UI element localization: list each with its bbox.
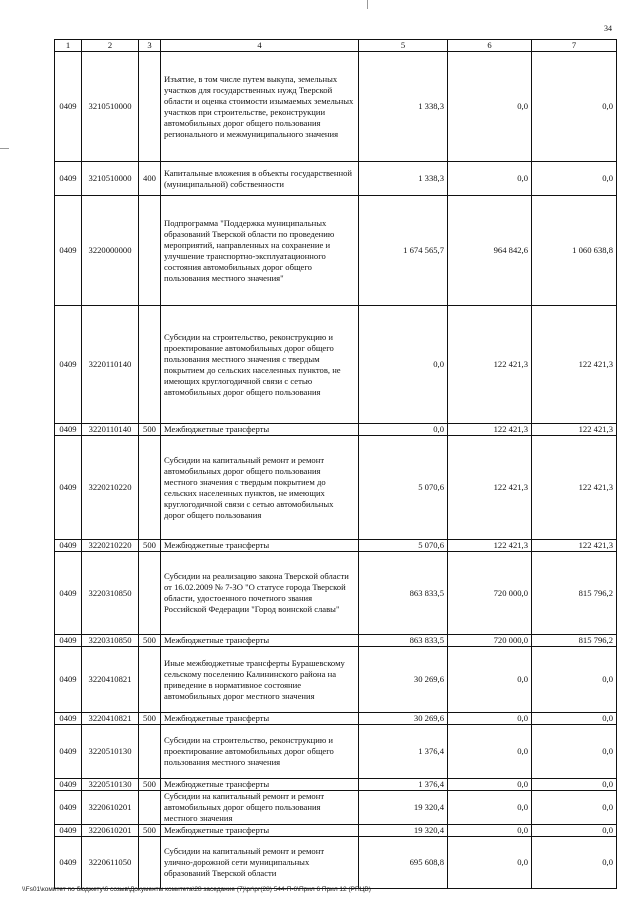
expense-type-code: 500 — [139, 825, 161, 837]
section-code: 0409 — [55, 306, 82, 424]
amount-col6: 122 421,3 — [448, 436, 532, 540]
expense-type-code: 400 — [139, 162, 161, 196]
expense-type-code: 500 — [139, 713, 161, 725]
table-row — [55, 306, 617, 424]
item-name: Субсидии на капитальный ремонт и ремонт автомобильных дорог общего пользования местного значения с твердым покрытием до сельских населенных пунктов, не имеющих круглогодичной связи с сетью автомобильных дорог общего пользования — [161, 436, 359, 540]
expense-type-code — [139, 647, 161, 713]
amount-col7: 0,0 — [532, 837, 617, 889]
target-article-code: 3220210220 — [82, 540, 139, 552]
item-name: Субсидии на капитальный ремонт и ремонт автомобильных дорог общего пользования местного значения — [161, 791, 359, 825]
table-row — [55, 635, 617, 647]
expense-type-code: 500 — [139, 779, 161, 791]
item-name: Изъятие, в том числе путем выкупа, земельных участков для государственных нужд Тверской области и оценка стоимости изымаемых земельных участков при строительстве, реконструкции автомобильных дорог общего пользования регионального и межмуниципального значения — [161, 52, 359, 162]
amount-col6: 720 000,0 — [448, 635, 532, 647]
amount-col6: 122 421,3 — [448, 540, 532, 552]
target-article-code: 3220610201 — [82, 791, 139, 825]
amount-col7: 0,0 — [532, 725, 617, 779]
section-code: 0409 — [55, 635, 82, 647]
section-code: 0409 — [55, 424, 82, 436]
table-row — [55, 196, 617, 306]
amount-col5: 863 833,5 — [359, 635, 448, 647]
amount-col7: 0,0 — [532, 825, 617, 837]
amount-col6: 0,0 — [448, 52, 532, 162]
target-article-code: 3220611050 — [82, 837, 139, 889]
amount-col6: 0,0 — [448, 647, 532, 713]
amount-col5: 1 674 565,7 — [359, 196, 448, 306]
amount-col5: 19 320,4 — [359, 791, 448, 825]
item-name: Субсидии на строительство, реконструкцию и проектирование автомобильных дорог общего пользования местного значения с твердым покрытием до сельских населенных пунктов, не имеющих круглогодичной связи с сетью автомобильных дорог общего пользования — [161, 306, 359, 424]
table-row — [55, 713, 617, 725]
amount-col7: 0,0 — [532, 162, 617, 196]
item-name: Капитальные вложения в объекты государственной (муниципальной) собственности — [161, 162, 359, 196]
item-name: Межбюджетные трансферты — [161, 779, 359, 791]
target-article-code: 3220110140 — [82, 424, 139, 436]
amount-col7: 122 421,3 — [532, 436, 617, 540]
amount-col6: 122 421,3 — [448, 306, 532, 424]
scan-artifact-left — [0, 148, 9, 149]
amount-col5: 5 070,6 — [359, 540, 448, 552]
target-article-code: 3220410821 — [82, 713, 139, 725]
item-name: Межбюджетные трансферты — [161, 424, 359, 436]
amount-col5: 1 376,4 — [359, 725, 448, 779]
table-row — [55, 436, 617, 540]
table-row — [55, 837, 617, 889]
section-code: 0409 — [55, 825, 82, 837]
amount-col5: 1 338,3 — [359, 162, 448, 196]
target-article-code: 3220610201 — [82, 825, 139, 837]
expense-type-code: 500 — [139, 540, 161, 552]
expense-type-code: 500 — [139, 635, 161, 647]
amount-col7: 122 421,3 — [532, 306, 617, 424]
header-cell: 1 — [55, 40, 82, 52]
item-name: Субсидии на строительство, реконструкцию и проектирование автомобильных дорог общего пользования местного значения — [161, 725, 359, 779]
amount-col6: 0,0 — [448, 162, 532, 196]
target-article-code: 3220310850 — [82, 635, 139, 647]
table-row — [55, 779, 617, 791]
target-article-code: 3210510000 — [82, 162, 139, 196]
amount-col5: 1 376,4 — [359, 779, 448, 791]
amount-col7: 1 060 638,8 — [532, 196, 617, 306]
header-cell: 2 — [82, 40, 139, 52]
target-article-code: 3220310850 — [82, 552, 139, 635]
item-name: Межбюджетные трансферты — [161, 825, 359, 837]
table-row — [55, 52, 617, 162]
expense-type-code — [139, 837, 161, 889]
table-row — [55, 791, 617, 825]
amount-col6: 0,0 — [448, 791, 532, 825]
amount-col7: 122 421,3 — [532, 424, 617, 436]
amount-col7: 0,0 — [532, 791, 617, 825]
header-cell: 5 — [359, 40, 448, 52]
target-article-code: 3220210220 — [82, 436, 139, 540]
expense-type-code — [139, 306, 161, 424]
expense-type-code — [139, 52, 161, 162]
amount-col5: 5 070,6 — [359, 436, 448, 540]
amount-col7: 815 796,2 — [532, 635, 617, 647]
budget-table — [54, 39, 617, 889]
target-article-code: 3220000000 — [82, 196, 139, 306]
expense-type-code — [139, 436, 161, 540]
amount-col5: 0,0 — [359, 306, 448, 424]
amount-col5: 863 833,5 — [359, 552, 448, 635]
section-code: 0409 — [55, 540, 82, 552]
section-code: 0409 — [55, 779, 82, 791]
item-name: Межбюджетные трансферты — [161, 713, 359, 725]
amount-col7: 815 796,2 — [532, 552, 617, 635]
table-row — [55, 647, 617, 713]
footer-file-path: \\Fs01\комитет по бюджету\6 созыв\Документы комитета\28 заседание (7)\рг\рг(28) 544-П-6\Прил 6 Прил 12 (РПЦВ) — [22, 886, 371, 893]
amount-col7: 0,0 — [532, 713, 617, 725]
section-code: 0409 — [55, 713, 82, 725]
amount-col6: 0,0 — [448, 779, 532, 791]
item-name: Субсидии на реализацию закона Тверской области от 16.02.2009 № 7-ЗО "О статусе города Тверской области, удостоенного почетного звания Российской Федерации "Город воинской славы" — [161, 552, 359, 635]
section-code: 0409 — [55, 196, 82, 306]
amount-col7: 0,0 — [532, 779, 617, 791]
target-article-code: 3210510000 — [82, 52, 139, 162]
amount-col6: 0,0 — [448, 825, 532, 837]
amount-col5: 695 608,8 — [359, 837, 448, 889]
amount-col5: 30 269,6 — [359, 647, 448, 713]
target-article-code: 3220110140 — [82, 306, 139, 424]
header-cell: 4 — [161, 40, 359, 52]
expense-type-code: 500 — [139, 424, 161, 436]
table-row — [55, 552, 617, 635]
item-name: Подпрограмма "Поддержка муниципальных образований Тверской области по проведению мероприятий, направленных на сохранение и улучшение транспортно-эксплуатационного состояния автомобильных дорог общего пользования местного значения" — [161, 196, 359, 306]
expense-type-code — [139, 552, 161, 635]
item-name: Межбюджетные трансферты — [161, 635, 359, 647]
target-article-code: 3220410821 — [82, 647, 139, 713]
amount-col6: 0,0 — [448, 837, 532, 889]
item-name: Межбюджетные трансферты — [161, 540, 359, 552]
amount-col7: 122 421,3 — [532, 540, 617, 552]
expense-type-code — [139, 791, 161, 825]
section-code: 0409 — [55, 837, 82, 889]
section-code: 0409 — [55, 162, 82, 196]
table-row — [55, 424, 617, 436]
header-row — [55, 40, 617, 52]
amount-col5: 1 338,3 — [359, 52, 448, 162]
target-article-code: 3220510130 — [82, 779, 139, 791]
section-code: 0409 — [55, 552, 82, 635]
table-row — [55, 162, 617, 196]
expense-type-code — [139, 196, 161, 306]
table-row — [55, 825, 617, 837]
page-number: 34 — [604, 24, 612, 33]
section-code: 0409 — [55, 647, 82, 713]
table-row — [55, 725, 617, 779]
amount-col5: 30 269,6 — [359, 713, 448, 725]
table-row — [55, 540, 617, 552]
amount-col6: 122 421,3 — [448, 424, 532, 436]
section-code: 0409 — [55, 791, 82, 825]
item-name: Иные межбюджетные трансферты Бурашевскому сельскому поселению Калининского района на приведение в нормативное состояние автомобильных дорог местного значения — [161, 647, 359, 713]
target-article-code: 3220510130 — [82, 725, 139, 779]
amount-col6: 0,0 — [448, 725, 532, 779]
section-code: 0409 — [55, 725, 82, 779]
item-name: Субсидии на капитальный ремонт и ремонт улично-дорожной сети муниципальных образований Тверской области — [161, 837, 359, 889]
section-code: 0409 — [55, 436, 82, 540]
scan-artifact-top — [367, 0, 368, 9]
amount-col7: 0,0 — [532, 52, 617, 162]
amount-col5: 0,0 — [359, 424, 448, 436]
header-cell: 6 — [448, 40, 532, 52]
amount-col6: 720 000,0 — [448, 552, 532, 635]
amount-col7: 0,0 — [532, 647, 617, 713]
header-cell: 7 — [532, 40, 617, 52]
amount-col6: 964 842,6 — [448, 196, 532, 306]
amount-col6: 0,0 — [448, 713, 532, 725]
expense-type-code — [139, 725, 161, 779]
header-cell: 3 — [139, 40, 161, 52]
amount-col5: 19 320,4 — [359, 825, 448, 837]
section-code: 0409 — [55, 52, 82, 162]
